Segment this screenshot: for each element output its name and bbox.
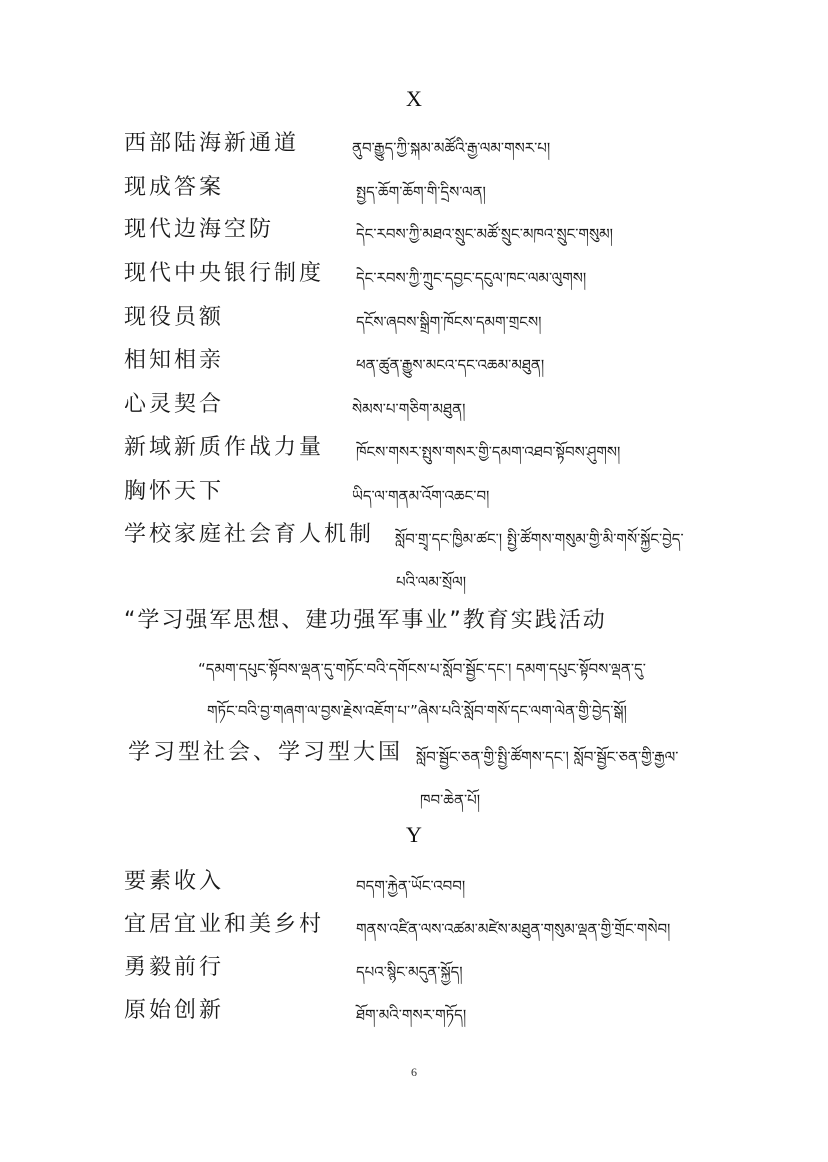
tibetan-translation-continued: གཏོང་བའི་བྱ་གཞག་ལ་བྱས་རྗེས་འཇོག་པ་”ཞེས་པའི་སློབ་གསོ་དང་ལག་ལེན་གྱི་བྱེད་སྒོ། bbox=[207, 702, 627, 720]
tibetan-translation: བདག་རྐྱེན་ཡོང་འབབ། bbox=[356, 877, 466, 895]
tibetan-translation: དངོས་ཞབས་སྒྲིག་ཁོངས་དམག་གྲངས། bbox=[356, 313, 542, 331]
chinese-term: 现役员额 bbox=[124, 305, 225, 330]
tibetan-translation: དཔའ་སྙིང་མདུན་སྐྱོད། bbox=[356, 963, 463, 981]
tibetan-translation: སློབ་གྲྭ་དང་ཁྱིམ་ཚང་། སྤྱི་ཚོགས་གསུམ་གྱི་མི་གསོ་སྐྱོང་བྱེད་ bbox=[395, 530, 684, 548]
tibetan-translation: སེམས་པ་གཅིག་མཐུན། bbox=[352, 400, 466, 418]
chinese-term: 相知相亲 bbox=[124, 348, 225, 373]
chinese-term: 学校家庭社会育人机制 bbox=[124, 522, 375, 547]
tibetan-translation-continued: པའི་ལམ་སྲོལ། bbox=[396, 573, 467, 591]
tibetan-translation: སློབ་སྦྱོང་ཅན་གྱི་སྤྱི་ཚོགས་དང་། སློབ་སྦྱོང་ཅན་གྱི་རྒྱལ་ bbox=[416, 748, 679, 766]
chinese-term: 新域新质作战力量 bbox=[124, 435, 325, 460]
tibetan-translation: ཁོངས་གསར་སྤུས་གསར་གྱི་དམག་འཐབ་སྟོབས་ཤུགས། bbox=[356, 443, 621, 461]
chinese-term: 西部陆海新通道 bbox=[124, 131, 300, 156]
chinese-term: 宜居宜业和美乡村 bbox=[124, 912, 325, 937]
tibetan-translation-continued: ཁབ་ཆེན་པོ། bbox=[420, 791, 481, 809]
tibetan-translation: དེང་རབས་ཀྱི་ཀྲུང་དབྱང་དངུལ་ཁང་ལམ་ལུགས། bbox=[356, 269, 587, 287]
tibetan-translation: ཕན་ཚུན་རྒྱུས་མངའ་དང་འཆམ་མཐུན། bbox=[356, 356, 545, 374]
page-number: 6 bbox=[411, 1065, 417, 1079]
tibetan-translation: གནས་འཛིན་ལས་འཚམ་མཛེས་མཐུན་གསུམ་ལྡན་གྱི་གྲོང་གསེབ། bbox=[356, 920, 671, 938]
chinese-term: 现成答案 bbox=[124, 175, 225, 200]
chinese-term: 学习型社会、学习型大国 bbox=[128, 740, 404, 765]
chinese-term: 原始创新 bbox=[124, 998, 225, 1023]
tibetan-translation: ནུབ་རྒྱུད་ཀྱི་སྐམ་མཚོའི་རྒྱ་ལམ་གསར་པ། bbox=[352, 139, 551, 157]
tibetan-translation: “དམག་དཔུང་སྟོབས་ལྡན་དུ་གཏོང་བའི་དགོངས་པ་སློབ་སྦྱོང་དང་། དམག་དཔུང་སྟོབས་ལྡན་དུ་ bbox=[198, 660, 646, 678]
tibetan-translation: ཐོག་མའི་གསར་གཏོད། bbox=[356, 1006, 467, 1024]
tibetan-translation: ཡིད་ལ་གནམ་འོག་འཆང་བ། bbox=[352, 487, 490, 505]
chinese-term: 现代边海空防 bbox=[124, 217, 275, 242]
section-letter-x: X bbox=[406, 86, 422, 111]
chinese-term: 现代中央银行制度 bbox=[124, 261, 325, 286]
section-letter-y: Y bbox=[406, 822, 422, 847]
chinese-term: 心灵契合 bbox=[124, 392, 225, 417]
tibetan-translation: དེང་རབས་ཀྱི་མཐའ་སྲུང་མཚོ་སྲུང་མཁའ་སྲུང་གསུམ། bbox=[356, 225, 613, 243]
tibetan-translation: སྤྱད་ཆོག་ཆོག་གི་དྲིས་ལན། bbox=[356, 183, 486, 201]
chinese-term: 要素收入 bbox=[124, 869, 225, 894]
chinese-term: 勇毅前行 bbox=[124, 955, 225, 980]
chinese-term: “学习强军思想、建功强军事业”教育实践活动 bbox=[124, 608, 607, 633]
chinese-term: 胸怀天下 bbox=[124, 479, 225, 504]
